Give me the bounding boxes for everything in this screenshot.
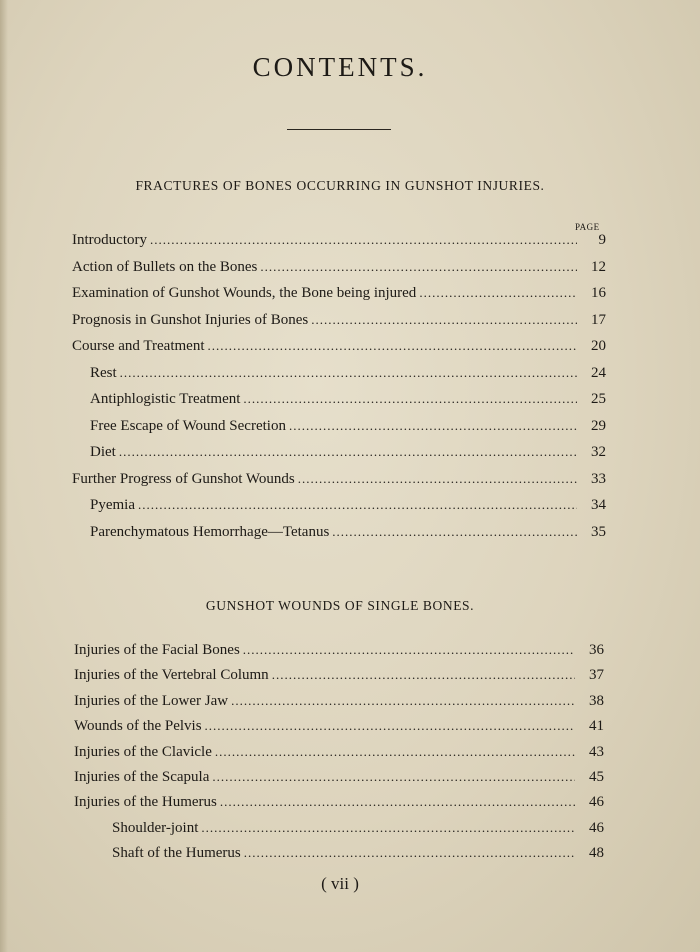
- toc-subentry[interactable]: [0, 845, 700, 870]
- toc-entry[interactable]: [0, 794, 700, 819]
- toc-entry-page: 32: [591, 444, 606, 460]
- toc-entry-page: 37: [589, 667, 604, 684]
- toc-entry-label: Course and Treatment: [72, 338, 205, 354]
- toc-entry-label: Antiphlogistic Treatment: [90, 391, 241, 407]
- toc-entry-page: 41: [589, 718, 604, 735]
- section-heading-single-bones: GUNSHOT WOUNDS OF SINGLE BONES.: [205, 598, 475, 613]
- dot-leader: [289, 418, 577, 434]
- toc-entry[interactable]: [0, 667, 700, 692]
- toc-entry-page: 48: [589, 845, 604, 862]
- toc-subentry[interactable]: [0, 391, 700, 418]
- dot-leader: [212, 769, 575, 785]
- toc-entry-label: Shoulder-joint: [112, 819, 199, 836]
- toc-subentry[interactable]: [0, 418, 700, 445]
- dot-leader: [201, 820, 575, 836]
- toc-entry[interactable]: [0, 312, 700, 339]
- toc-entry-label: Shaft of the Humerus: [112, 845, 241, 862]
- toc-entry[interactable]: [0, 259, 700, 286]
- toc-entry-page: 20: [591, 338, 606, 354]
- section-heading-fractures: FRACTURES OF BONES OCCURRING IN GUNSHOT INJURIES.: [135, 178, 545, 193]
- toc-entry-label: Injuries of the Scapula: [74, 768, 210, 785]
- dot-leader: [138, 497, 577, 513]
- toc-entry[interactable]: [0, 338, 700, 365]
- toc-entry-page: 33: [591, 470, 606, 487]
- toc-entry-label: Injuries of the Lower Jaw: [74, 692, 229, 709]
- dot-leader: [208, 338, 578, 354]
- toc-entry-label: Injuries of the Facial Bones: [74, 642, 240, 658]
- toc-entry-page: 25: [591, 391, 606, 407]
- toc-entry-label: Prognosis in Gunshot Injuries of Bones: [72, 311, 309, 328]
- toc-entry-page: 45: [589, 768, 604, 785]
- toc-entry-page: 24: [591, 364, 606, 381]
- toc-entry-label: Injuries of the Clavicle: [74, 743, 212, 760]
- toc-entry-label: Free Escape of Wound Secretion: [90, 417, 286, 434]
- toc-entry-label: Action of Bullets on the Bones: [72, 258, 258, 275]
- toc-entry-page: 17: [591, 311, 606, 328]
- toc-entry-page: 16: [591, 285, 606, 301]
- toc-entry-label: Introductory: [72, 232, 147, 248]
- toc-entry-page: 34: [591, 497, 606, 513]
- dot-leader: [244, 845, 575, 861]
- toc-entry-label: Rest: [90, 364, 117, 381]
- dot-leader: [332, 524, 577, 540]
- toc-entry-page: 38: [589, 692, 604, 709]
- dot-leader: [231, 693, 575, 709]
- title-rule: [287, 129, 391, 130]
- toc-subentry[interactable]: [0, 497, 700, 524]
- toc-entry-page: 29: [591, 417, 606, 434]
- dot-leader: [220, 794, 575, 810]
- toc-subentry[interactable]: [0, 524, 700, 551]
- toc-entry-label: Wounds of the Pelvis: [74, 718, 202, 735]
- toc-entry[interactable]: [0, 718, 700, 743]
- toc-entry[interactable]: [0, 642, 700, 667]
- dot-leader: [243, 391, 577, 407]
- toc-entry[interactable]: [0, 232, 700, 259]
- dot-leader: [272, 667, 575, 683]
- toc-entry-page: 35: [591, 523, 606, 540]
- toc-entry-label: Injuries of the Vertebral Column: [74, 667, 269, 684]
- dot-leader: [150, 232, 577, 248]
- toc-subentry[interactable]: [0, 820, 700, 845]
- page-title: CONTENTS.: [252, 52, 428, 82]
- toc-entry[interactable]: [0, 285, 700, 312]
- dot-leader: [119, 444, 577, 460]
- toc-entry[interactable]: [0, 769, 700, 794]
- toc-entry-label: Diet: [90, 444, 116, 460]
- page-column-label: PAGE: [575, 222, 600, 232]
- toc-subentry[interactable]: [0, 444, 700, 471]
- toc-entry-label: Injuries of the Humerus: [74, 794, 217, 811]
- toc-entry-page: 43: [589, 743, 604, 760]
- toc-entry[interactable]: [0, 471, 700, 498]
- dot-leader: [205, 718, 575, 734]
- toc-section-single-bones: [0, 642, 700, 871]
- toc-entry[interactable]: [0, 693, 700, 718]
- dot-leader: [419, 285, 577, 301]
- dot-leader: [311, 312, 577, 328]
- dot-leader: [243, 642, 575, 658]
- toc-entry-page: 9: [598, 232, 606, 248]
- toc-entry-label: Examination of Gunshot Wounds, the Bone being injured: [72, 285, 417, 301]
- toc-section-fractures: [0, 232, 700, 550]
- toc-entry-page: 12: [591, 258, 606, 275]
- toc-entry-page: 46: [589, 794, 604, 811]
- toc-entry-page: 46: [589, 819, 604, 836]
- toc-entry-label: Parenchymatous Hemorrhage—Tetanus: [90, 523, 330, 540]
- toc-entry-label: Further Progress of Gunshot Wounds: [72, 470, 295, 487]
- dot-leader: [120, 365, 577, 381]
- toc-subentry[interactable]: [0, 365, 700, 392]
- page-number-footer: ( vii ): [321, 874, 359, 893]
- dot-leader: [260, 259, 577, 275]
- toc-entry-page: 36: [589, 642, 604, 658]
- dot-leader: [298, 471, 577, 487]
- toc-entry-label: Pyemia: [90, 497, 135, 513]
- toc-entry[interactable]: [0, 744, 700, 769]
- dot-leader: [215, 744, 575, 760]
